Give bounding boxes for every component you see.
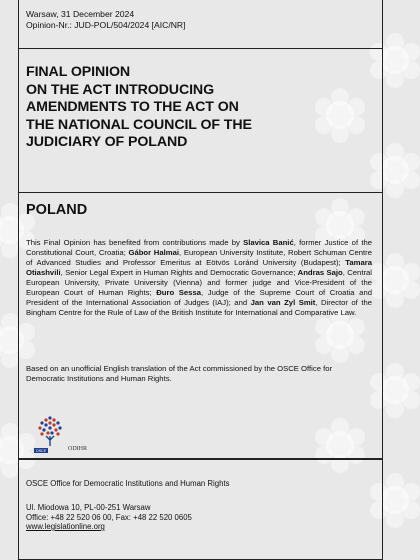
footer-organization: OSCE Office for Democratic Institutions and Human Rights <box>26 479 230 488</box>
cover-page <box>18 0 383 560</box>
footer-phone: Office: +48 22 520 06 00, Fax: +48 22 520 0605 <box>26 513 192 522</box>
osce-badge-text: OSCE <box>35 449 47 453</box>
title-line: AMENDMENTS TO THE ACT ON <box>26 99 239 115</box>
title-line: FINAL OPINION <box>26 64 131 80</box>
title-line: JUDICIARY OF POLAND <box>26 134 188 150</box>
document-title <box>26 64 371 152</box>
contributors-paragraph: This Final Opinion has benefited from contributions made by Slavica Banić, former Justice of the Constitutional Court, Croatia; Gábor Halmai, European University Institute, Robert Schuman Centre of Advanced Studies and Professor Emeritus at Eötvös Loránd University (Budapest); Tamara Otiashvili, Senior Legal Expert in Human Rights and Democratic Governance; Andras Sajo, Central European University, Private University (Vienna) and former judge and Vice-President of the European Court of Human Rights; Đuro Sessa, Judge of the Supreme Court of Croatia and President of the International Association of Judges (IAJ); and Jan van Zyl Smit, Director of the Bingham Centre for the Rule of Law of the British Institute for International and Comparative Law. <box>26 238 373 317</box>
translation-note: Based on an unofficial English translation of the Act commissioned by the OSCE Office for Democratic Institutions and Human Rights. <box>26 364 333 383</box>
odihr-tree-logo-icon <box>26 412 106 456</box>
title-line: THE NATIONAL COUNCIL OF THE <box>26 116 252 133</box>
footer-website-link[interactable]: www.legislationline.org <box>26 522 105 531</box>
opinion-number: Opinion-Nr.: JUD-POL/504/2024 [AIC/NR] <box>26 20 186 30</box>
country-heading: POLAND <box>26 202 88 218</box>
footer-address: Ul. Miodowa 10, PL-00-251 Warsaw <box>26 503 151 512</box>
opinion-date: Warsaw, 31 December 2024 <box>26 9 135 19</box>
odihr-label: ODIHR <box>68 446 87 452</box>
title-line: ON THE ACT INTRODUCING <box>26 81 215 98</box>
